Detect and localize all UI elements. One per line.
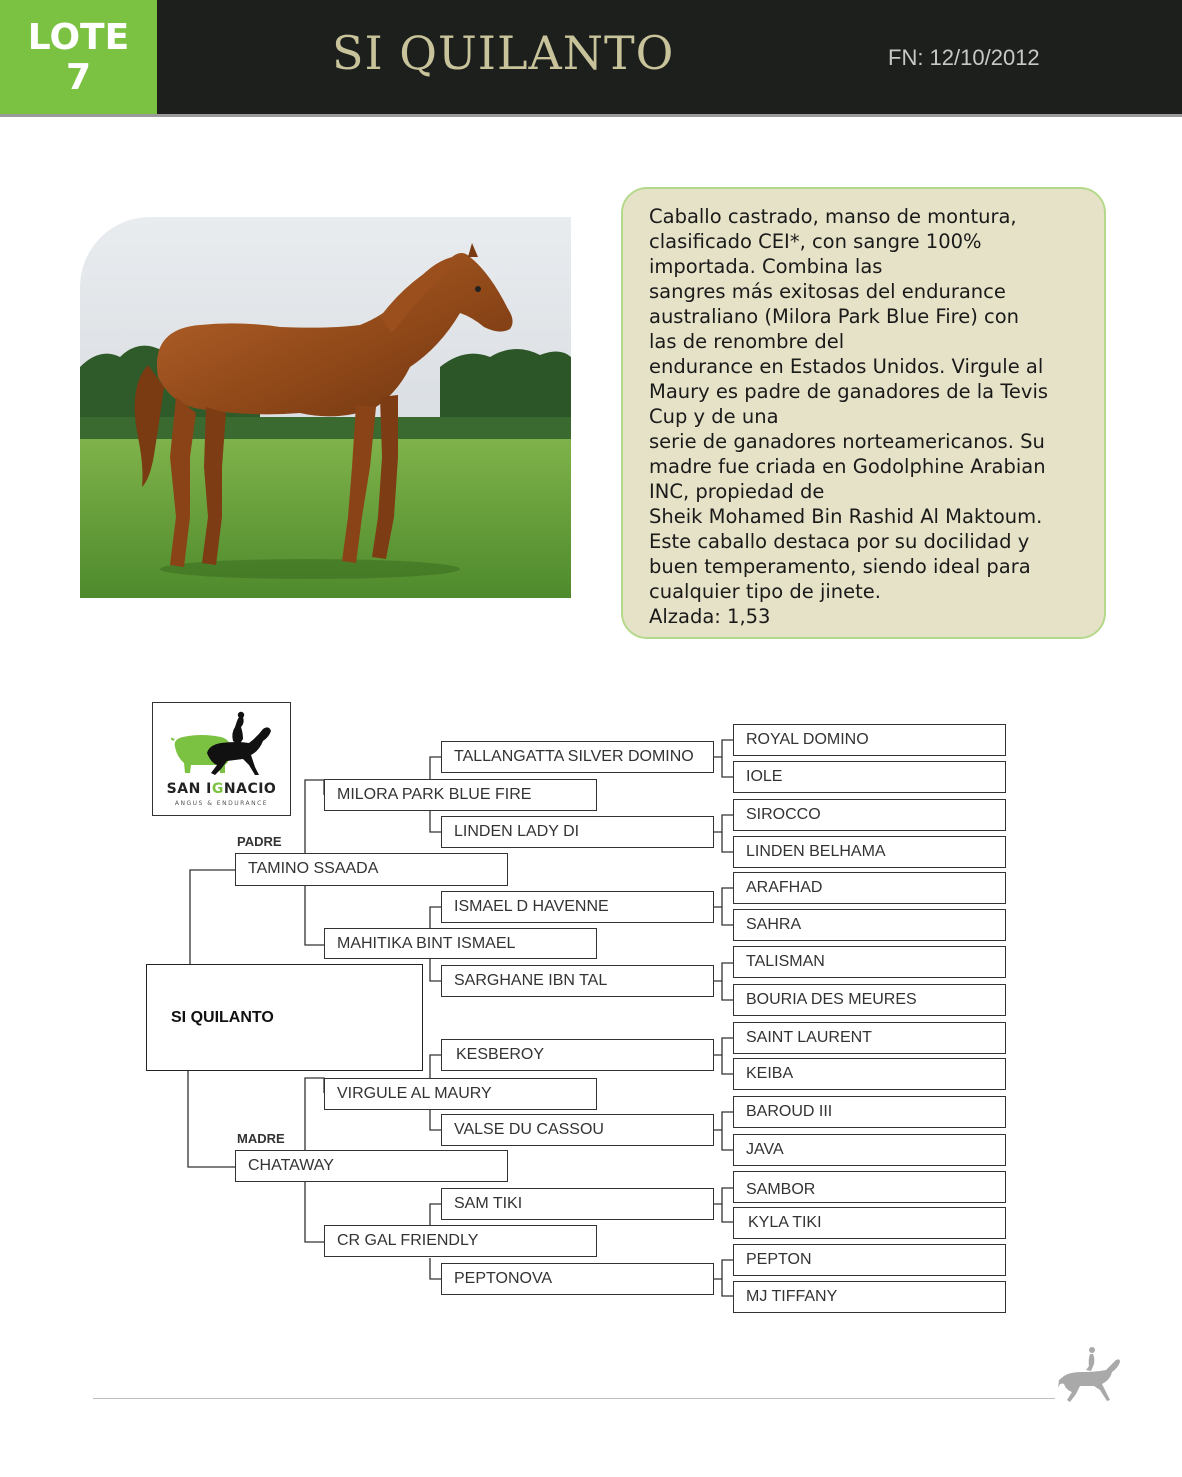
lot-number: 7 [65,57,92,98]
birth-date: FN: 12/10/2012 [888,45,1040,70]
pedigree-gen4: BOURIA DES MEURES [733,984,1006,1016]
horse-title: SI QUILANTO [332,26,675,80]
pedigree-gen4: PEPTON [733,1244,1006,1276]
description-line: Cup y de una [649,405,779,428]
pedigree-gen4: JAVA [733,1134,1006,1166]
pedigree-gen4: TALISMAN [733,946,1006,978]
pedigree-gen4: KEIBA [733,1058,1006,1090]
description-line: endurance en Estados Unidos. Virgule al [649,355,1044,378]
pedigree-sire-sire: MILORA PARK BLUE FIRE [324,779,597,811]
pedigree-gen4: ARAFHAD [733,872,1006,904]
description-line: Este caballo destaca por su docilidad y [649,530,1030,553]
pedigree-sire-dam: MAHITIKA BINT ISMAEL [324,928,597,959]
description-line: buen temperamento, siendo ideal para [649,555,1031,578]
pedigree-sire: TAMINO SSAADA [235,853,508,886]
pedigree-gen3: PEPTONOVA [441,1263,714,1295]
pedigree-gen3: SARGHANE IBN TAL [441,965,714,997]
description-line: australiano (Milora Park Blue Fire) con [649,305,1020,328]
pedigree-gen4: KYLA TIKI [733,1207,1006,1239]
pedigree-gen4: LINDEN BELHAMA [733,836,1006,868]
pedigree-dam: CHATAWAY [235,1150,508,1182]
pedigree-gen4: SAHRA [733,909,1006,941]
description-line: las de renombre del [649,330,845,353]
pedigree-gen3: SAM TIKI [441,1188,714,1220]
description-line: sangres más exitosas del endurance [649,280,1006,303]
description-line: serie de ganadores norteamericanos. Su [649,430,1045,453]
logo-subtitle: ANGUS & ENDURANCE [174,800,269,807]
pedigree-gen3: LINDEN LADY DI [441,816,714,848]
description-line: madre fue criada en Godolphine Arabian [649,455,1046,478]
pedigree-dam-dam: CR GAL FRIENDLY [324,1225,597,1257]
horse-rider-icon [1058,1346,1122,1404]
dam-label: MADRE [237,1131,285,1146]
height-value: Alzada: 1,53 [649,605,771,628]
pedigree-gen3: ISMAEL D HAVENNE [441,891,714,923]
pedigree-gen4: BAROUD III [733,1096,1006,1128]
pedigree-main-horse: SI QUILANTO [146,964,423,1071]
pedigree-gen4: SAMBOR [733,1171,1006,1203]
description-line: Caballo castrado, manso de montura, [649,205,1017,228]
sire-label: PADRE [237,834,282,849]
logo-name-g: G [211,781,224,797]
pedigree-gen4: SAINT LAURENT [733,1022,1006,1054]
pedigree-gen4: SIROCCO [733,799,1006,831]
description-line: Maury es padre de ganadores de la Tevis [649,380,1049,403]
description-line: INC, propiedad de [649,480,825,503]
pedigree-gen3: TALLANGATTA SILVER DOMINO [441,741,714,773]
pedigree-gen4: IOLE [733,761,1006,793]
description-line: importada. Combina las [649,255,883,278]
pedigree-gen3: VALSE DU CASSOU [441,1114,714,1146]
pedigree-gen3: KESBEROY [441,1039,714,1071]
description-line: Sheik Mohamed Bin Rashid Al Maktoum. [649,505,1043,528]
footer-divider [93,1398,1055,1399]
description-line: clasificado CEI*, con sangre 100% [649,230,982,253]
pedigree-gen4: MJ TIFFANY [733,1281,1006,1313]
lot-label: LOTE [27,17,130,58]
logo-name-end: NACIO [223,781,277,797]
logo-name-start: SAN I [166,781,212,797]
description-line: cualquier tipo de jinete. [649,580,881,603]
pedigree-gen4: ROYAL DOMINO [733,724,1006,756]
pedigree-dam-sire: VIRGULE AL MAURY [324,1078,597,1110]
